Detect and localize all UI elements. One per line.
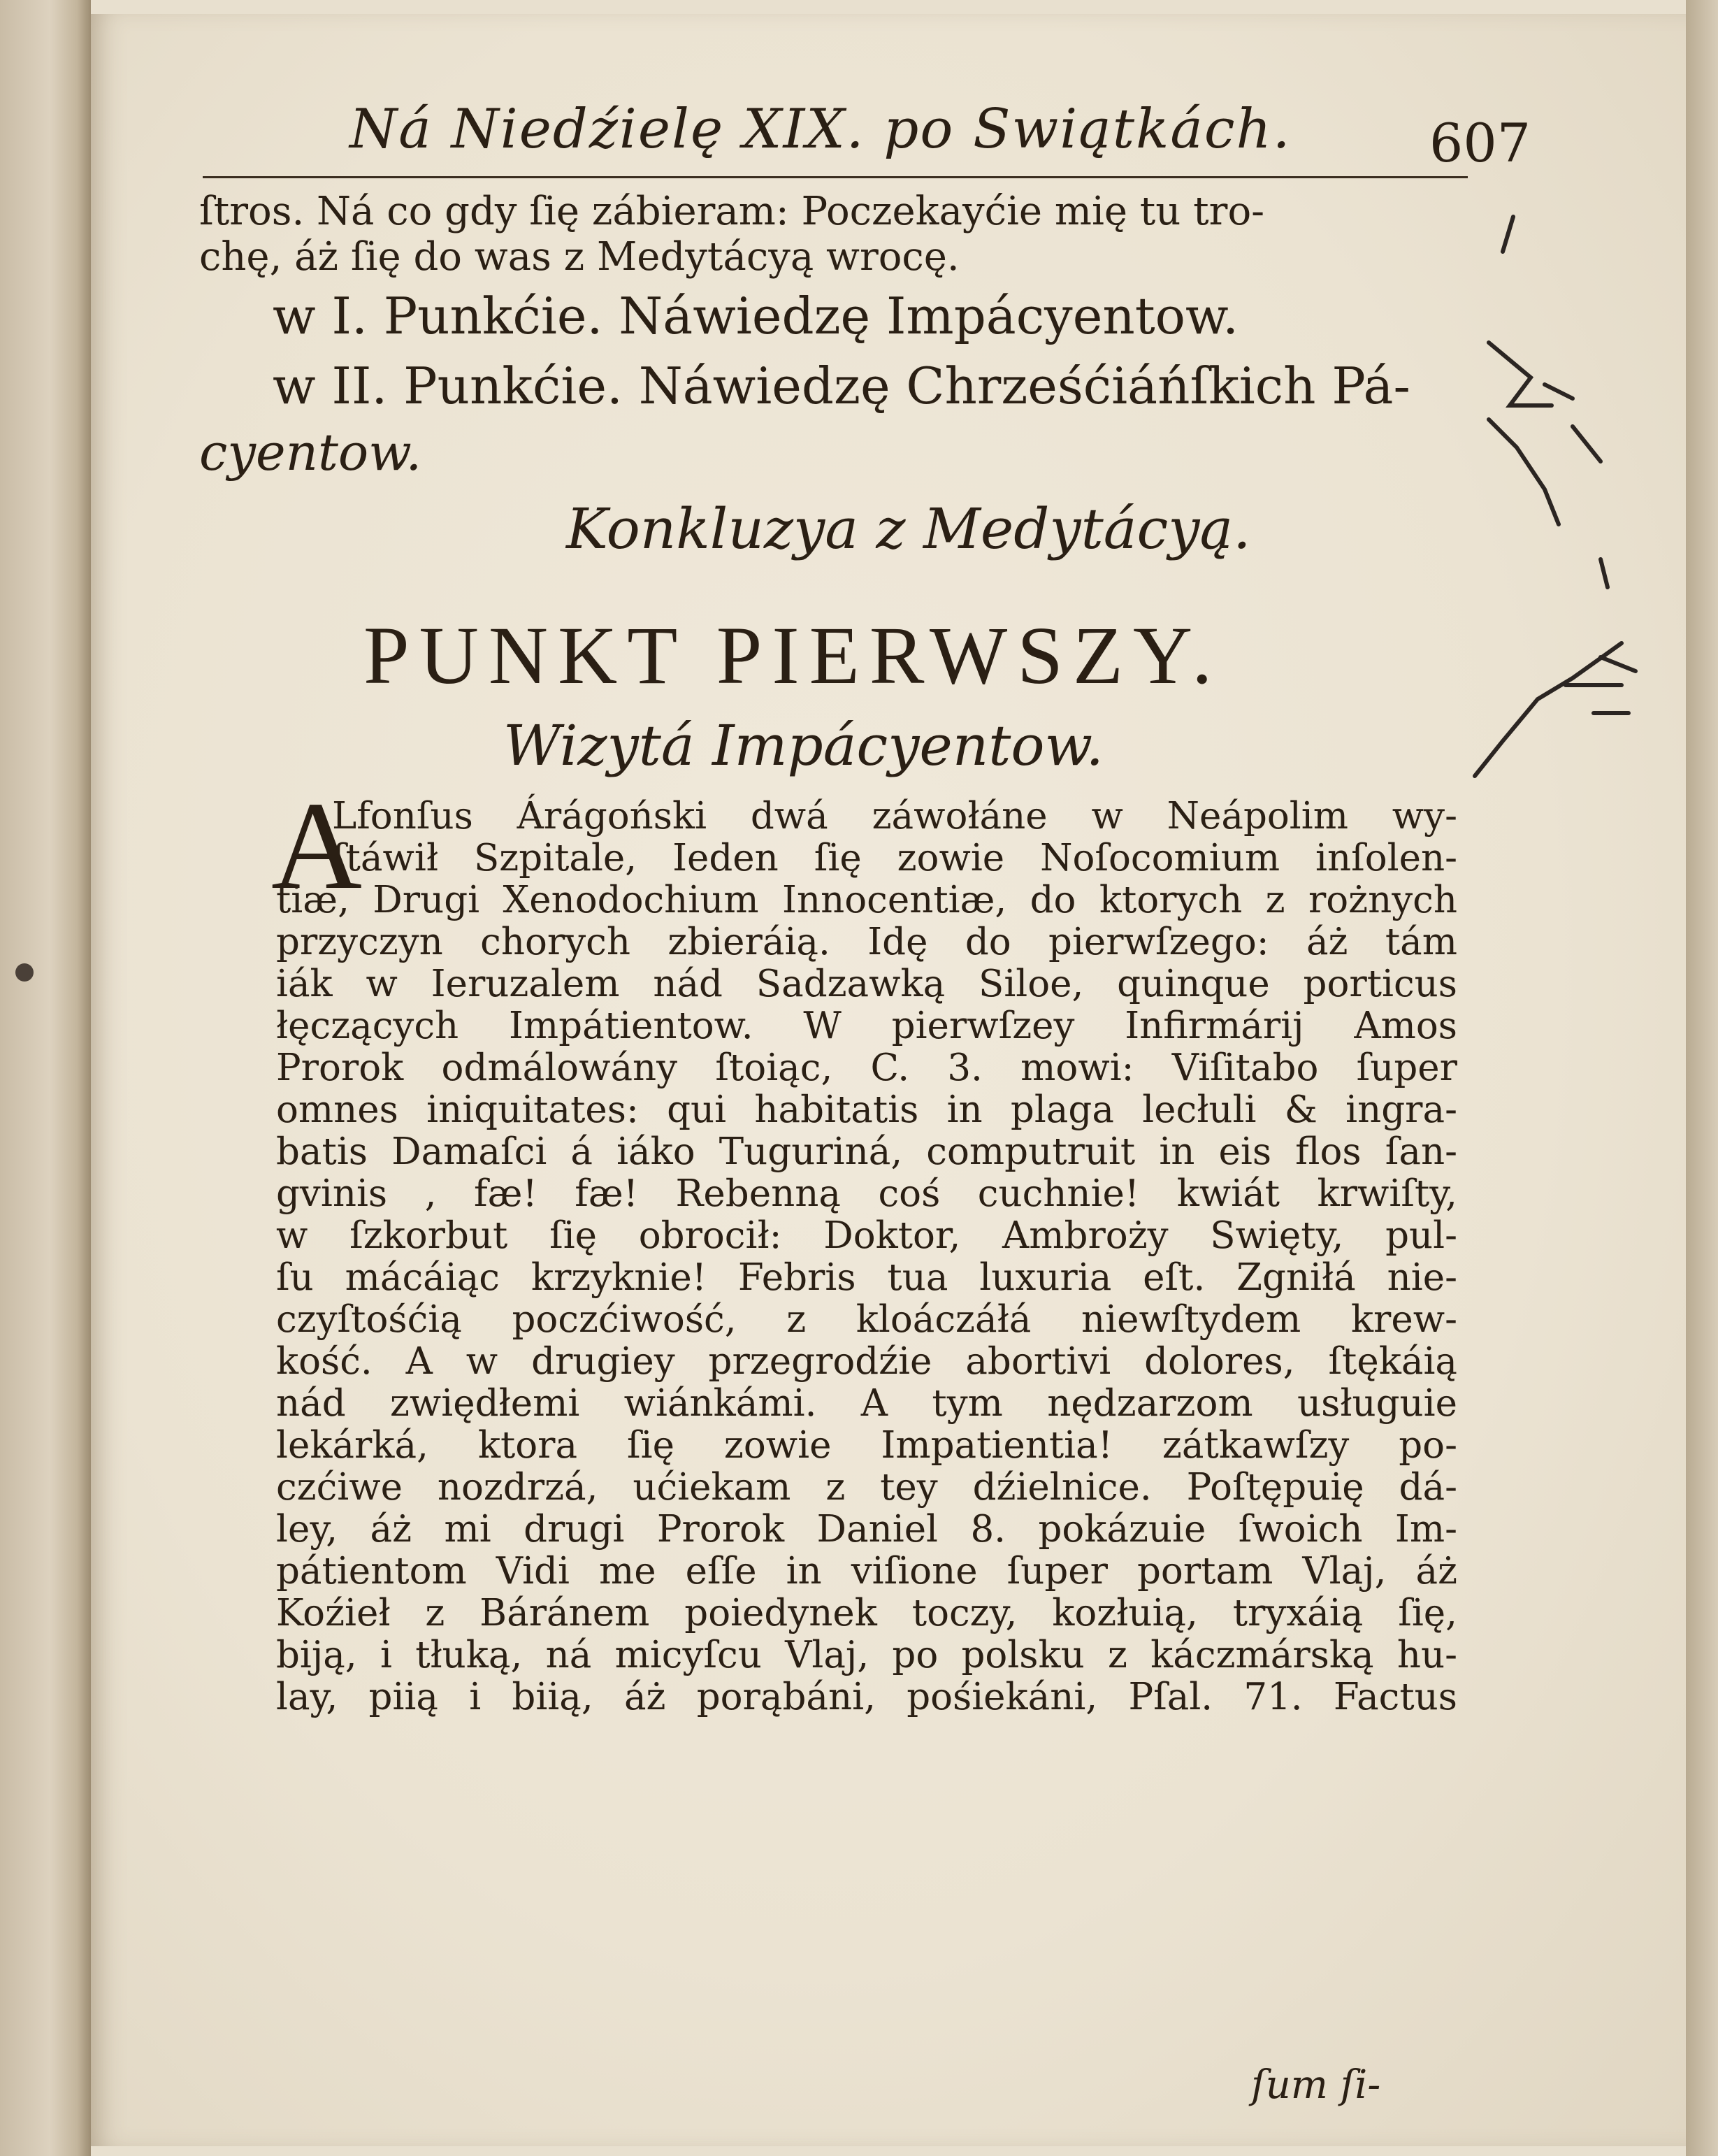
drop-cap: A <box>271 776 362 915</box>
running-title: Ná Niedźielę XIX. po Swiątkách. <box>349 98 1292 161</box>
point-line: w II. Punkćie. Náwiedzę Chrześćiáńſkich Pá- <box>273 357 1410 415</box>
body-line: łęczących Impátientow. W pierwſzey Infirmárij Amos <box>276 1005 1457 1047</box>
body-line: ſu mácáiąc krzyknie! Febris tua luxuria eſt. Zgniłá nie- <box>276 1256 1457 1299</box>
body-line: kość. A w drugiey przegrodźie abortivi dolores, ſtękáią <box>276 1340 1457 1383</box>
page-mark <box>15 963 34 982</box>
body-line: nád zwiędłemi wiánkámi. A tym nędzarzom usługuie <box>276 1382 1457 1425</box>
body-line: Koźieł z Báránem poiedynek toczy, kozłuią, tryxáią ſię, <box>276 1592 1457 1634</box>
body-line: czćiwe nozdrzá, ućiekam z tey dźielnice. Poſtępuię dá- <box>276 1466 1457 1509</box>
facing-page-edge <box>0 0 91 2156</box>
section-subheading: Wizytá Impácyentow. <box>503 713 1104 778</box>
body-line: Lfonſus Árágoński dwá záwołáne w Neápolim wy- <box>332 795 1457 838</box>
point-line: cyentow. <box>199 423 422 482</box>
body-line: czyſtośćią poczćiwość, z kloáczáłá niewſtydem krew- <box>276 1298 1457 1341</box>
body-line: iák w Ieruzalem nád Sadzawką Siloe, quinque porticus <box>276 963 1457 1005</box>
header-rule <box>203 176 1468 178</box>
body-line: batis Damaſci á iáko Tuguriná, computruit in eis flos ſan- <box>276 1130 1457 1173</box>
conclusion-heading: Konkluzya z Medytácyą. <box>566 496 1251 561</box>
section-heading: PUNKT PIERWSZY. <box>363 610 1222 701</box>
body-line: gvinis , fæ! fæ! Rebenną coś cuchnie! kwiát krwiſty, <box>276 1172 1457 1215</box>
body-line: tiæ, Drugi Xenodochium Innocentiæ, do ktorych z rożnych <box>276 879 1457 921</box>
body-line: biją, i tłuką, ná micyſcu Vlaj, po polsku z káczmárską hu- <box>276 1634 1457 1676</box>
point-line: w I. Punkćie. Náwiedzę Impácyentow. <box>273 287 1239 345</box>
page-number: 607 <box>1429 112 1531 174</box>
pen-annotation-icon <box>1461 196 1670 881</box>
intro-line: ſtros. Ná co gdy ſię zábieram: Poczekayćie mię tu tro- <box>199 189 1265 234</box>
body-line: przyczyn chorych zbieráią. Idę do pierwſzego: áż tám <box>276 921 1457 963</box>
body-line: pátientom Vidi me eſſe in viſione ſuper portam Vlaj, áż <box>276 1550 1457 1593</box>
book-page <box>91 14 1686 2146</box>
page-edge <box>1686 0 1718 2156</box>
body-line: lekárká, ktora ſię zowie Impatientia! zátkawſzy po- <box>276 1424 1457 1467</box>
body-line: lay, piią i biią, áż porąbáni, pośiekáni, Pſal. 71. Factus <box>276 1676 1457 1718</box>
body-line: ſtáwił Szpitale, Ieden ſię zowie Noſocomium inſolen- <box>332 837 1457 879</box>
body-line: ley, áż mi drugi Prorok Daniel 8. pokázuie ſwoich Im- <box>276 1508 1457 1551</box>
body-line: w ſzkorbut ſię obrocił: Doktor, Ambroży Swięty, pul- <box>276 1214 1457 1257</box>
catchword: ſum ſi- <box>1251 2062 1381 2108</box>
body-line: Prorok odmálowány ſtoiąc, C. 3. mowi: Viſitabo ſuper <box>276 1047 1457 1089</box>
body-line: omnes iniquitates: qui habitatis in plaga lecłuli & ingra- <box>276 1088 1457 1131</box>
intro-line: chę, áż ſię do was z Medytácyą wrocę. <box>199 234 960 280</box>
